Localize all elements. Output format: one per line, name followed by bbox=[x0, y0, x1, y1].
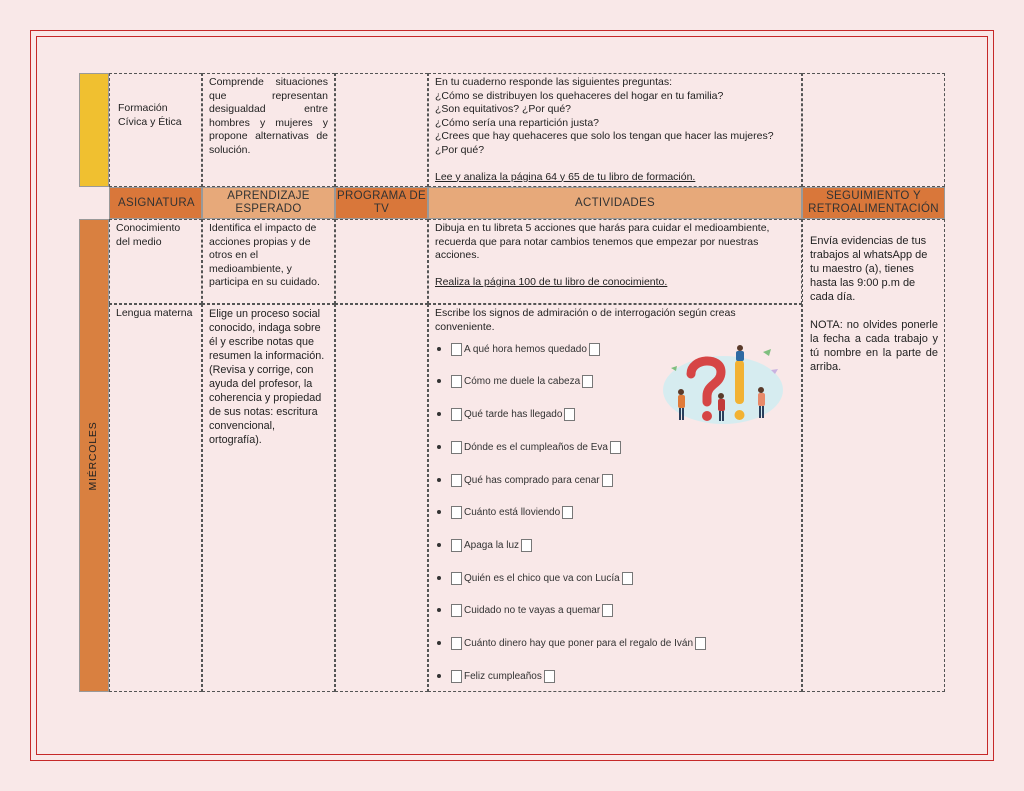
header-programa: PROGRAMA DE TV bbox=[335, 187, 428, 219]
question-exclamation-illustration bbox=[663, 340, 785, 426]
civica-subject: Formación Cívica y Ética bbox=[118, 102, 182, 128]
answer-box-close[interactable] bbox=[582, 375, 593, 388]
answer-box-close[interactable] bbox=[544, 670, 555, 683]
answer-box-open[interactable] bbox=[451, 375, 462, 388]
answer-box-close[interactable] bbox=[610, 441, 621, 454]
answer-box-open[interactable] bbox=[451, 637, 462, 650]
yellow-side-bar bbox=[79, 73, 109, 187]
list-item: Cuidado no te vayas a quemar bbox=[437, 601, 615, 619]
civica-learning: Comprende situaciones que representan desigualdad entre hombres y mujeres y propone alternativas de solución. bbox=[209, 76, 328, 156]
conocimiento-activity-link: Realiza la página 100 de tu libro de conocimiento. bbox=[435, 275, 668, 288]
lengua-subject-cell bbox=[109, 304, 202, 692]
answer-box-close[interactable] bbox=[562, 506, 573, 519]
followup-text: Envía evidencias de tus trabajos al whatsApp de tu maestro (a), tienes hasta las 9:00 p.m de cada día. bbox=[810, 235, 928, 303]
header-seguimiento: SEGUIMIENTO Y RETROALIMENTACIÓN bbox=[802, 187, 945, 219]
civica-activity-line: ¿Cómo se distribuyen los quehaceres del hogar en tu familia? bbox=[435, 89, 724, 102]
header-asignatura: ASIGNATURA bbox=[109, 187, 202, 219]
conocimiento-learning: Identifica el impacto de acciones propias y de otros en el medioambiente, y participa en su cuidado. bbox=[209, 222, 320, 289]
answer-box-close[interactable] bbox=[602, 474, 613, 487]
followup-cell bbox=[802, 219, 945, 692]
civica-activity-line: ¿Son equitativos? ¿Por qué? bbox=[435, 103, 571, 116]
followup-note: NOTA: no olvides ponerle la fecha a cada trabajo y tú nombre en la parte de arriba. bbox=[810, 319, 938, 373]
answer-box-open[interactable] bbox=[451, 572, 462, 585]
lengua-tv-cell bbox=[335, 304, 428, 692]
list-item: Cómo me duele la cabeza bbox=[437, 372, 595, 390]
conocimiento-activity-cell bbox=[428, 219, 802, 304]
conocimiento-learning-cell bbox=[202, 219, 335, 304]
lengua-activity: Escribe los signos de admiración o de interrogación según creas conveniente. bbox=[435, 307, 736, 333]
day-bar bbox=[79, 219, 109, 692]
header-aprendizaje: APRENDIZAJE ESPERADO bbox=[202, 187, 335, 219]
followup-content bbox=[803, 220, 944, 376]
lengua-subject: Lengua materna bbox=[116, 307, 193, 319]
conocimiento-tv-cell bbox=[335, 219, 428, 304]
civica-tv-cell bbox=[335, 73, 428, 187]
civica-subject-cell bbox=[109, 73, 202, 187]
civica-followup-cell bbox=[802, 73, 945, 187]
day-label: MIÉRCOLES bbox=[87, 420, 100, 491]
list-item: Feliz cumpleaños bbox=[437, 667, 557, 685]
answer-box-open[interactable] bbox=[451, 604, 462, 617]
civica-activity-cell bbox=[428, 73, 802, 187]
answer-box-close[interactable] bbox=[589, 343, 600, 356]
list-item: Apaga la luz bbox=[437, 536, 534, 554]
answer-box-open[interactable] bbox=[451, 670, 462, 683]
civica-activity bbox=[429, 74, 801, 186]
civica-activity-line: ¿Crees que hay quehaceres que solo los tengan que hacer las mujeres? ¿Por qué? bbox=[435, 130, 774, 156]
answer-box-close[interactable] bbox=[695, 637, 706, 650]
list-item: Cuánto dinero hay que poner para el regalo de Iván bbox=[437, 634, 708, 652]
answer-box-close[interactable] bbox=[564, 408, 575, 421]
answer-box-close[interactable] bbox=[521, 539, 532, 552]
header-actividades: ACTIVIDADES bbox=[428, 187, 802, 219]
conocimiento-activity-text: Dibuja en tu libreta 5 acciones que harás para cuidar el medioambiente, recuerda que para notar cambios tenemos que empezar por nuestras acciones. bbox=[435, 222, 770, 262]
lengua-learning-cell bbox=[202, 304, 335, 692]
lengua-learning: Elige un proceso social conocido, indaga sobre él y escribe notas que resumen la información. (Revisa y corrige, con ayuda del profesor, la coherencia y propiedad de sus notas: escritura convencional, ortografía). bbox=[209, 308, 325, 446]
conocimiento-subject: Conocimiento del medio bbox=[116, 222, 181, 248]
list-item: Quién es el chico que va con Lucía bbox=[437, 569, 635, 587]
answer-box-close[interactable] bbox=[602, 604, 613, 617]
answer-box-close[interactable] bbox=[622, 572, 633, 585]
answer-box-open[interactable] bbox=[451, 539, 462, 552]
list-item: Qué tarde has llegado bbox=[437, 405, 577, 423]
answer-box-open[interactable] bbox=[451, 408, 462, 421]
list-item: A qué hora hemos quedado bbox=[437, 340, 602, 358]
list-item: Dónde es el cumpleaños de Eva bbox=[437, 438, 623, 456]
list-item: Cuánto está lloviendo bbox=[437, 503, 575, 521]
answer-box-open[interactable] bbox=[451, 506, 462, 519]
civica-activity-line: ¿Cómo sería una repartición justa? bbox=[435, 116, 599, 129]
civica-learning-cell bbox=[202, 73, 335, 187]
answer-box-open[interactable] bbox=[451, 474, 462, 487]
answer-box-open[interactable] bbox=[451, 343, 462, 356]
civica-activity-link: Lee y analiza la página 64 y 65 de tu libro de formación. bbox=[435, 170, 696, 183]
conocimiento-subject-cell bbox=[109, 219, 202, 304]
civica-activity-line: En tu cuaderno responde las siguientes preguntas: bbox=[435, 76, 672, 88]
answer-box-open[interactable] bbox=[451, 441, 462, 454]
conocimiento-activity bbox=[429, 220, 801, 291]
list-item: Qué has comprado para cenar bbox=[437, 471, 615, 489]
